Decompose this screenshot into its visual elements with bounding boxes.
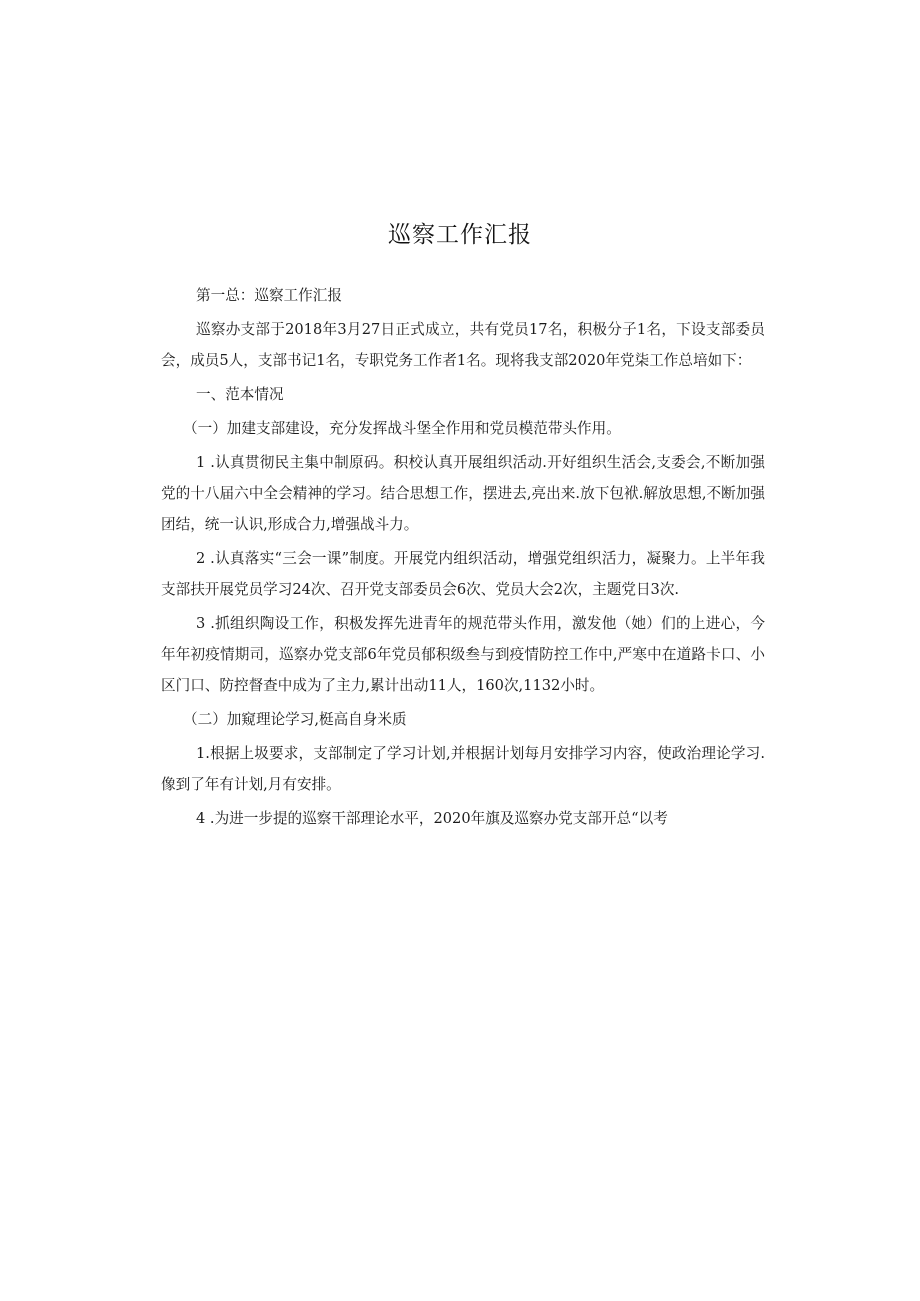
paragraph-item-study-4: 4 .为进一步提的巡察干部理论水平，2020年旗及巡察办党支部开总“以考: [196, 810, 668, 827]
paragraph-item-2: 2 .认真落实“三会一课”制度。开展党内组织活动，增强党组织活力，凝聚力。上半年我支部扶开展党员学习24次、召开党支部委员会6次、党员大会2次，主题党日3次.: [161, 550, 765, 598]
document-title: 巡察工作汇报: [388, 222, 532, 248]
document-body: [161, 280, 765, 837]
paragraph-subsection-two: （二）加窥理论学习,梃高自身米质: [183, 711, 407, 728]
paragraph-subsection-one: （一）加建支部建设，充分发挥战斗堡全作用和党员模范带头作用。: [183, 420, 621, 437]
paragraph-section-one: 一、范本情况: [196, 386, 284, 403]
paragraph-intro: 巡察办支部于2018年3月27日正式成立，共有党员17名，积极分子1名，下设支部委员会，成员5人，支部书记1名，专职党务工作者1名。现将我支部2020年党柒工作总培如下：: [161, 321, 765, 369]
paragraph-heading: 第一总：巡察工作汇报: [196, 287, 342, 304]
paragraph-item-study-1: 1.根据上圾要求，支部制定了学习计划,并根据计划每月安排学习内容，使政治理论学习.像到了年有计划,月有安排。: [161, 745, 765, 793]
paragraph-item-1: 1 .认真贯彻民主集中制原码。积校认真开展组织活动.开好组织生活会,支委会,不断加强党的十八届六中全会精神的学习。结合思想工作，摆进去,亮出来.放下包袱.解放思想,不断加强团结，统一认识,形成合力,增强战斗力。: [161, 454, 765, 533]
paragraph-item-3: 3 .抓组织陶设工作，积极发挥先进青年的规范带头作用，激发他（她）们的上进心，今年年初疫情期司，巡察办党支部6年党员郁积级叁与到疫情防控工作中,严寒中在道路卡口、小区门口、防控督查中成为了主力,累计出动11人，160次,1132小时。: [161, 615, 765, 694]
